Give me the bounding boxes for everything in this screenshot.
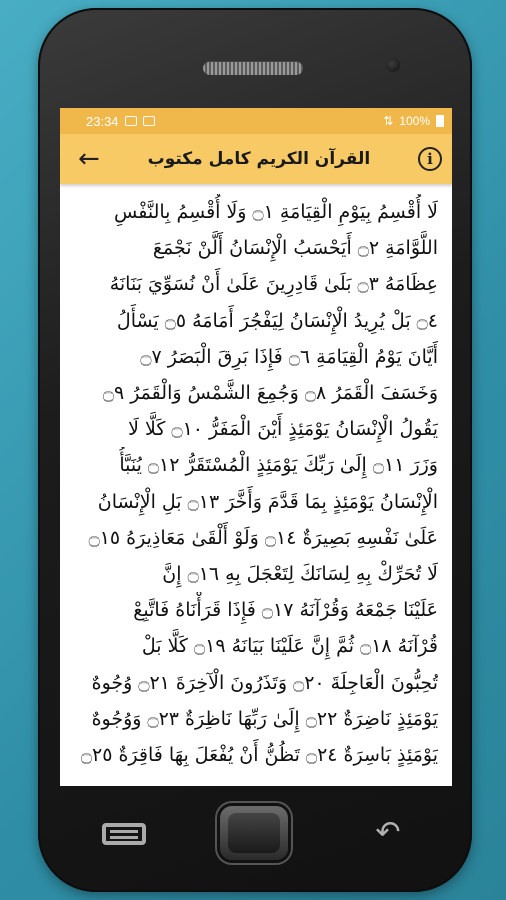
- status-bar: [60, 108, 452, 134]
- verse-line: يَوْمَئِذٍ نَاضِرَةٌ ۝٢٢ إِلَىٰ رَبِّهَا نَاظِرَةٌ ۝٢٣ وَوُجُوهٌ: [91, 707, 438, 730]
- status-right: [383, 114, 444, 128]
- battery-icon: [436, 115, 444, 127]
- verse-line: عِظَامَهُ ۝٣ بَلَىٰ قَادِرِينَ عَلَىٰ أَنْ نُسَوِّيَ بَنَانَهُ: [109, 273, 438, 296]
- verse-line: اللَّوَّامَةِ ۝٢ أَيَحْسَبُ الْإِنْسَانُ أَلَّنْ نَجْمَعَ: [152, 237, 438, 260]
- verse-line: عَلَيْنَا جَمْعَهُ وَقُرْآنَهُ ۝١٧ فَإِذَا قَرَأْنَاهُ فَاتَّبِعْ: [133, 599, 438, 622]
- arrow-left-icon[interactable]: ←: [78, 144, 100, 174]
- status-time: 23:34: [86, 113, 119, 129]
- verse-line: عَلَىٰ نَفْسِهِ بَصِيرَةٌ ۝١٤ وَلَوْ أَلْقَىٰ مَعَاذِيرَهُ ۝١٥: [88, 526, 438, 549]
- verse-line: قُرْآنَهُ ۝١٨ ثُمَّ إِنَّ عَلَيْنَا بَيَانَهُ ۝١٩ كَلَّا بَلْ: [141, 635, 438, 658]
- gallery-icon: [125, 116, 137, 126]
- verse-line: تُحِبُّونَ الْعَاجِلَةَ ۝٢٠ وَتَذَرُونَ الْآخِرَةَ ۝٢١ وُجُوهٌ: [91, 671, 438, 694]
- verse-line: وَزَرَ ۝١١ إِلَىٰ رَبِّكَ يَوْمَئِذٍ الْمُسْتَقَرُّ ۝١٢ يُنَبَّأُ: [119, 454, 438, 477]
- verse-line: وَخَسَفَ الْقَمَرُ ۝٨ وَجُمِعَ الشَّمْسُ وَالْقَمَرُ ۝٩: [102, 382, 438, 405]
- page-title: القرآن الكريم كامل مكتوب: [147, 149, 371, 169]
- verse-line: أَيَّانَ يَوْمُ الْقِيَامَةِ ۝٦ فَإِذَا بَرِقَ الْبَصَرُ ۝٧: [140, 345, 438, 368]
- home-button-icon[interactable]: [220, 806, 288, 860]
- verse-line: الْإِنْسَانُ يَوْمَئِذٍ بِمَا قَدَّمَ وَأَخَّرَ ۝١٣ بَلِ الْإِنْسَانُ: [97, 490, 438, 513]
- verse-line: ۝٤ بَلْ يُرِيدُ الْإِنْسَانُ لِيَفْجُرَ أَمَامَهُ ۝٥ يَسْأَلُ: [116, 309, 438, 332]
- menu-icon[interactable]: [102, 823, 146, 845]
- front-camera: [386, 58, 400, 72]
- notification-icon: [143, 116, 155, 126]
- battery-percent: 100%: [399, 114, 430, 128]
- quran-text[interactable]: [60, 184, 452, 773]
- info-icon[interactable]: i: [418, 147, 442, 171]
- verse-line: لَا تُحَرِّكْ بِهِ لِسَانَكَ لِتَعْجَلَ بِهِ ۝١٦ إِنَّ: [162, 563, 438, 586]
- screen: [60, 108, 452, 786]
- verse-line: يَقُولُ الْإِنْسَانُ يَوْمَئِذٍ أَيْنَ الْمَفَرُّ ۝١٠ كَلَّا لَا: [128, 418, 438, 441]
- verse-line: لَا أُقْسِمُ بِيَوْمِ الْقِيَامَةِ ۝١ وَلَا أُقْسِمُ بِالنَّفْسِ: [114, 201, 438, 223]
- verse-line: يَوْمَئِذٍ بَاسِرَةٌ ۝٢٤ تَظُنُّ أَنْ يُفْعَلَ بِهَا فَاقِرَةٌ ۝٢٥: [80, 744, 438, 767]
- app-bar: [60, 134, 452, 184]
- back-arrow-icon[interactable]: ↶: [375, 815, 401, 850]
- wifi-icon: ⇅: [383, 114, 394, 128]
- speaker-grille: [203, 61, 303, 75]
